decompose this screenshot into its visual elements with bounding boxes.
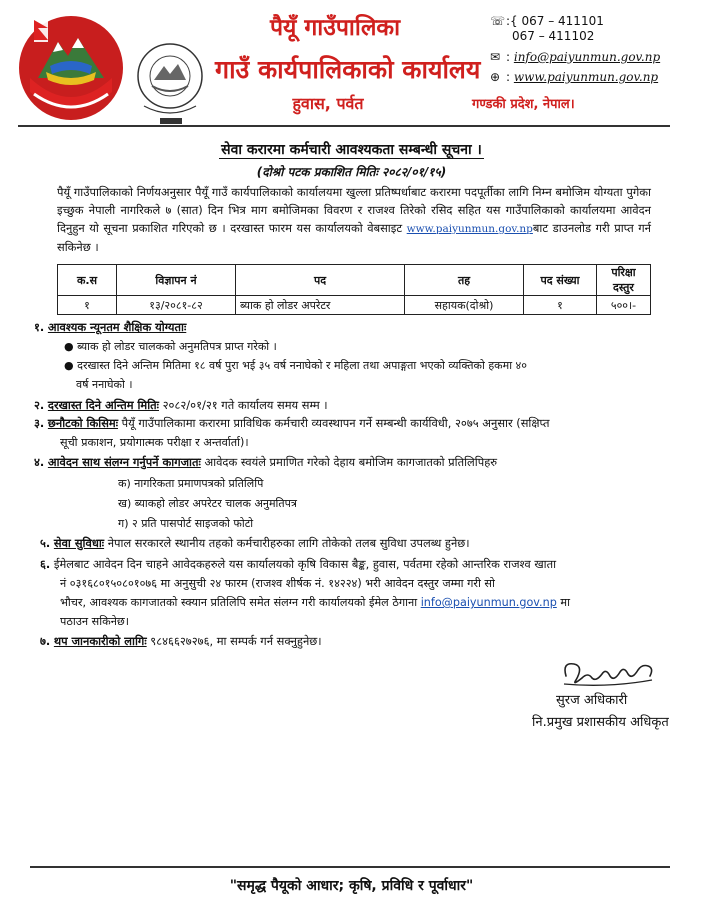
vacancy-table: [57, 264, 651, 315]
list-item: ● ब्याक हो लोडर चालकको अनुमतिपत्र प्राप्त गरेको ।: [64, 340, 277, 353]
phone-contact-2: [512, 29, 594, 43]
section-3: ३. छनौटको किसिमः पैयूँ गाउँपालिकामा करारमा प्राविधिक कर्मचारी व्यवस्थापन गर्ने सम्बन्धी कार्यविधी, २०७५ अनुसार (सक्षिप्त: [34, 416, 550, 430]
office-province: गण्डकी प्रदेश, नेपाल।: [472, 97, 575, 112]
phone-number-2: 067 – 411102: [512, 29, 595, 43]
list-item: ● दरखास्त दिने अन्तिम मितिमा १८ वर्ष पुरा भई ३५ वर्ष ननाघेको र महिला तथा अपाङ्गता भएको व्यक्तिको हकमा ४०: [64, 359, 527, 372]
section-1-heading: १. आवश्यक न्यूनतम शैक्षिक योग्यताः: [34, 320, 187, 334]
table-row: [58, 296, 651, 315]
section-2: २. दरखास्त दिने अन्तिम मितिः २०८२/०१/२१ गते कार्यालय समय सम्म ।: [34, 398, 328, 412]
list-item: ग) २ प्रति पासपोर्ट साइजको फोटो: [118, 517, 254, 530]
email-contact: ✉ : info@paiyunmun.gov.np: [490, 50, 661, 64]
section-6-line2: नं ०३१६८०१५०८०१०७६ मा अनुसुची २४ फारम (राजश्व शीर्षक नं. १४२२४) भरी आवेदन दस्तुर जम्मा गरी सो: [60, 577, 495, 590]
office-seal-stamp: [134, 40, 212, 130]
phone-contact: ☏:{ 067 – 411101: [490, 14, 604, 28]
signatory-post: नि.प्रमुख प्रशासकीय अधिकृत: [532, 715, 669, 730]
notice-intro: [57, 183, 651, 256]
globe-icon: ⊕: [490, 70, 501, 84]
nepal-emblem-logo: [12, 8, 130, 126]
intro-tail: बाट डाउनलोड गरी प्राप्त गर्न सकिनेछ ।: [57, 221, 652, 254]
section-4: ४. आवेदन साथ संलग्न गर्नुपर्ने कागजातः आवेदक स्वयंले प्रमाणित गरेको देहाय बमोजिम कागजातको प्रतिलिपिहरु: [34, 455, 498, 469]
section-6-email-link[interactable]: info@paiyunmun.gov.np: [420, 596, 557, 609]
th-sn: क.स: [58, 265, 117, 296]
cell-sn: १: [58, 296, 117, 315]
header-email-link[interactable]: info@paiyunmun.gov.np: [513, 50, 661, 64]
office-place: हुवास, पर्वत: [292, 94, 364, 113]
section-6-line4: पठाउन सकिनेछ।: [60, 615, 129, 628]
th-advert-no: विज्ञापन नं: [117, 265, 236, 296]
intro-website-link[interactable]: www.paiyunmun.gov.np: [406, 223, 533, 235]
footer-motto: "समृद्ध पैयूको आधार; कृषि, प्रविधि र पूर्वाधार": [229, 878, 474, 894]
th-level: तह: [405, 265, 524, 296]
th-post-count: पद संख्या: [524, 265, 597, 296]
notice-title: सेवा करारमा कर्मचारी आवश्यकता सम्बन्धी सूचना ।: [221, 142, 482, 158]
section-5: ५. सेवा सुविधाः नेपाल सरकारले स्थानीय तहको कर्मचारीहरुका लागि तोकेको तलब सुविधा उपलब्ध हुनेछ।: [40, 536, 470, 550]
office-name-line1: पैयूँ गाउँपालिका: [269, 15, 401, 41]
list-item: ख) ब्याकहो लोडर अपरेटर चालक अनुमतिपत्र: [118, 497, 297, 510]
office-name-line2: गाउँ कार्यपालिकाको कार्यालय: [215, 55, 481, 84]
phone-icon: ☏: [490, 14, 506, 28]
intro-text: पैयूँ गाउँपालिकाको निर्णयअनुसार पैयूँ गाउँ कार्यपालिकाको कार्यालयमा खुल्ला प्रतिष्पर्धाबाट करारमा पदपूर्तीका लागि निम्न बमोजिम योग्यता पुगेका इच्छुक नेपाली नागरिकले ७ (सात) दिन भित्र माग बमोजिमका विवरण र राजश्व तिरेको रसिद सहित यस गाउँपालिकाको कार्यालयमा आवेदन दिनुहुन यो सूचना प्रकाशित गरिएको छ । दरखास्त फारम यस कार्यालयको वेबसाइट: [57, 185, 651, 235]
phone-number-1: 067 – 411101: [521, 14, 604, 28]
cell-post: ब्याक हो लोडर अपरेटर: [236, 296, 405, 315]
list-item-cont: वर्ष ननाघेको ।: [76, 378, 133, 391]
header-website-link[interactable]: www.paiyunmun.gov.np: [513, 70, 659, 84]
section-3-cont: सूची प्रकाशन, प्रयोगात्मक परीक्षा र अन्तर्वार्ता)।: [60, 436, 249, 449]
handwritten-signature: [558, 652, 658, 692]
section-6: ६. ईमेलबाट आवेदन दिन चाहने आवेदकहरुले यस कार्यालयको कृषि विकास बैङ्क, हुवास, पर्वतमा रहेको आन्तरिक राजश्व खाता: [40, 557, 557, 571]
cell-level: सहायक(दोश्रो): [405, 296, 524, 315]
notice-subtitle: (दोश्रो पटक प्रकाशित मितिः २०८२/०१/१५): [256, 165, 447, 179]
list-item: क) नागरिकता प्रमाणपत्रको प्रतिलिपि: [118, 477, 264, 490]
cell-exam-fee: ५००।-: [597, 296, 651, 315]
th-exam-fee: परिक्षा दस्तुर: [597, 265, 651, 296]
section-7: ७. थप जानकारीको लागिः ९८४६६२७२७६, मा सम्पर्क गर्न सक्नुहुनेछ।: [40, 634, 322, 648]
cell-post-count: १: [524, 296, 597, 315]
th-post: पद: [236, 265, 405, 296]
signatory-name: सुरज अधिकारी: [556, 693, 628, 708]
mail-icon: ✉: [490, 50, 501, 64]
cell-advert-no: १३/२०८१-८२: [117, 296, 236, 315]
header-divider: [18, 125, 670, 127]
website-contact: ⊕ : www.paiyunmun.gov.np: [490, 70, 659, 84]
table-header-row: [58, 265, 651, 296]
section-6-line3: भौचर, आवश्यक कागजातको स्क्यान प्रतिलिपि समेत संलग्न गरी कार्यालयको ईमेल ठेगाना info@paiyunmun.gov.np मा: [60, 596, 570, 609]
footer-divider: [30, 866, 670, 868]
